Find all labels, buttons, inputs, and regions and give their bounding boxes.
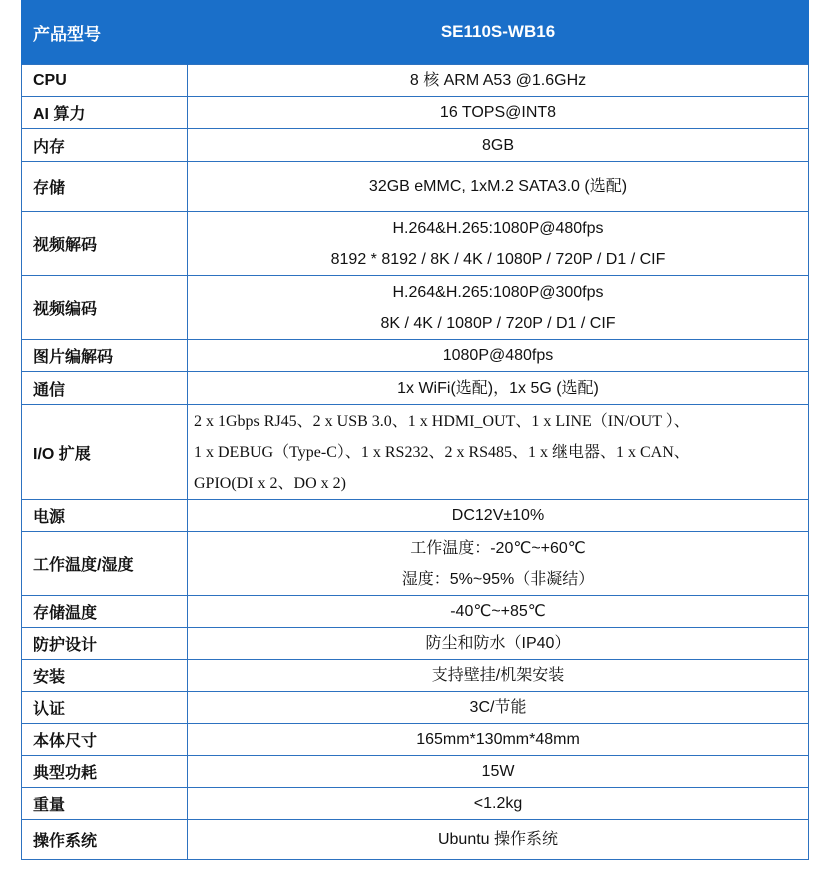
spec-label: 操作系统 (22, 820, 188, 860)
spec-value: 8GB (188, 129, 809, 162)
spec-value: 1080P@480fps (188, 340, 809, 372)
spec-value: 3C/节能 (188, 692, 809, 724)
spec-label: 视频编码 (22, 276, 188, 340)
spec-value: H.264&H.265:1080P@300fps 8K / 4K / 1080P / 720P / D1 / CIF (188, 276, 809, 340)
spec-row-memory (22, 129, 809, 162)
spec-row-power (22, 500, 809, 532)
spec-label: 工作温度/湿度 (22, 532, 188, 596)
spec-label: 存储温度 (22, 596, 188, 628)
spec-label: 本体尺寸 (22, 724, 188, 756)
spec-value: 工作温度：-20℃~+60℃ 湿度：5%~95%（非凝结） (188, 532, 809, 596)
spec-row-cpu (22, 65, 809, 97)
spec-value: -40℃~+85℃ (188, 596, 809, 628)
spec-label: 存储 (22, 162, 188, 212)
spec-value: 15W (188, 756, 809, 788)
spec-value: 8 核 ARM A53 @1.6GHz (188, 65, 809, 97)
spec-row-os (22, 820, 809, 860)
spec-value: <1.2kg (188, 788, 809, 820)
spec-value: 16 TOPS@INT8 (188, 97, 809, 129)
spec-label: 防护设计 (22, 628, 188, 660)
spec-value: 防尘和防水（IP40） (188, 628, 809, 660)
spec-label: 通信 (22, 372, 188, 405)
spec-value: DC12V±10% (188, 500, 809, 532)
spec-value: 32GB eMMC, 1xM.2 SATA3.0 (选配) (188, 162, 809, 212)
spec-value: 2 x 1Gbps RJ45、2 x USB 3.0、1 x HDMI_OUT、1 x LINE（IN/OUT ）、 1 x DEBUG（Type-C）、1 x RS232、2 x RS485、1 x 继电器、1 x CAN、 GPIO(DI x 2、DO x 2) (188, 405, 809, 500)
spec-row-installation (22, 660, 809, 692)
spec-row-storage (22, 162, 809, 212)
spec-label: 视频解码 (22, 212, 188, 276)
spec-label: 重量 (22, 788, 188, 820)
spec-row-video-encode (22, 276, 809, 340)
header-model: SE110S-WB16 (188, 0, 809, 65)
spec-row-storage-temperature (22, 596, 809, 628)
spec-label: 图片编解码 (22, 340, 188, 372)
spec-value: H.264&H.265:1080P@480fps 8192 * 8192 / 8K / 4K / 1080P / 720P / D1 / CIF (188, 212, 809, 276)
spec-row-dimensions (22, 724, 809, 756)
header-row (22, 0, 809, 65)
spec-label: 认证 (22, 692, 188, 724)
spec-row-power-consumption (22, 756, 809, 788)
spec-value: Ubuntu 操作系统 (188, 820, 809, 860)
spec-value: 1x WiFi(选配)，1x 5G (选配) (188, 372, 809, 405)
spec-label: AI 算力 (22, 97, 188, 129)
spec-row-protection (22, 628, 809, 660)
spec-row-communication (22, 372, 809, 405)
spec-row-io (22, 405, 809, 500)
header-label: 产品型号 (22, 0, 188, 65)
spec-row-image-codec (22, 340, 809, 372)
spec-label: 内存 (22, 129, 188, 162)
spec-label: 电源 (22, 500, 188, 532)
spec-label: I/O 扩展 (22, 405, 188, 500)
spec-row-ai (22, 97, 809, 129)
spec-row-weight (22, 788, 809, 820)
spec-value: 支持壁挂/机架安装 (188, 660, 809, 692)
spec-row-video-decode (22, 212, 809, 276)
spec-label: 安装 (22, 660, 188, 692)
spec-row-certification (22, 692, 809, 724)
spec-label: CPU (22, 65, 188, 97)
spec-label: 典型功耗 (22, 756, 188, 788)
spec-row-temperature-humidity (22, 532, 809, 596)
spec-value: 165mm*130mm*48mm (188, 724, 809, 756)
spec-table (21, 0, 809, 860)
